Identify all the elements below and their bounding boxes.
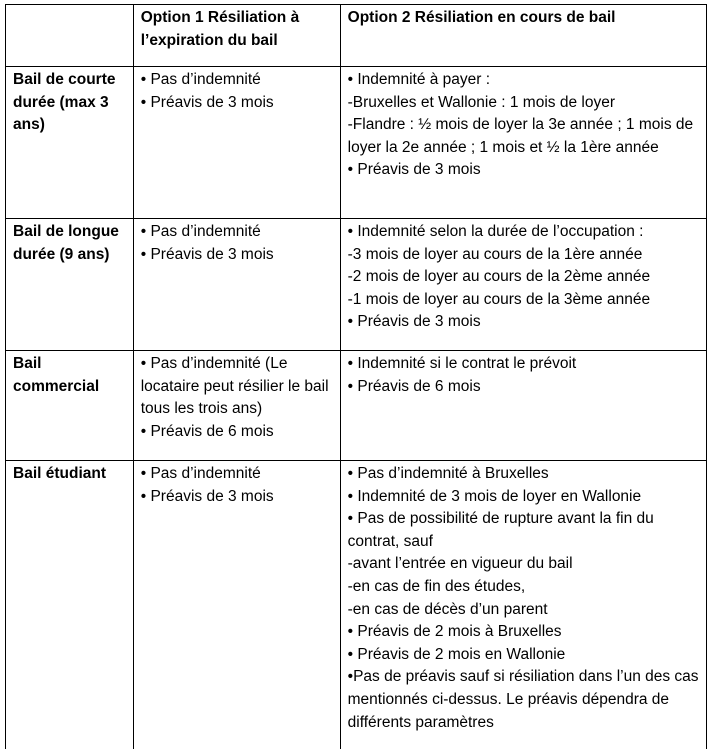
cell-line: • Indemnité de 3 mois de loyer en Wallonie (347, 487, 642, 505)
cell-line: • Préavis de 2 mois en Wallonie (347, 645, 566, 663)
option-1-cell (133, 461, 340, 749)
row-label: Bail étudiant (6, 461, 134, 749)
table-row (6, 461, 707, 749)
cell-line: • Pas d’indemnité à Bruxelles (347, 465, 549, 482)
cell-line: -1 mois de loyer au cours de la 3ème année (347, 290, 651, 308)
lease-termination-table (5, 4, 707, 749)
option-2-cell (340, 351, 706, 461)
row-label: Bail commercial (6, 351, 134, 461)
cell-line: • Indemnité selon la durée de l’occupation : (347, 223, 644, 240)
cell-line: • Préavis de 6 mois (140, 422, 274, 440)
cell-line: -3 mois de loyer au cours de la 1ère année (347, 245, 643, 263)
option-2-cell (340, 219, 706, 351)
cell-line: -Flandre : ½ mois de loyer la 3e année ; 1 mois de loyer la 2e année ; 1 mois et ½ la 1ère année (347, 116, 694, 156)
cell-line: • Préavis de 3 mois (140, 487, 274, 505)
cell-line: •Pas de préavis sauf si résiliation dans l’un des cas mentionnés ci-dessus. Le préavis dépendra de différents paramètres (347, 668, 699, 731)
cell-line: -2 mois de loyer au cours de la 2ème année (347, 268, 651, 286)
cell-line: • Pas d’indemnité (140, 71, 261, 88)
option-2-cell (340, 461, 706, 749)
option-1-cell (133, 67, 340, 219)
cell-line: • Préavis de 3 mois (140, 93, 274, 111)
cell-line: • Pas d’indemnité (140, 465, 261, 482)
header-option-1: Option 1 Résiliation à l’expiration du bail (133, 5, 340, 67)
cell-line: • Pas d’indemnité (Le locataire peut résilier le bail tous les trois ans) (140, 355, 329, 418)
header-empty-cell (6, 5, 134, 67)
row-label: Bail de courte durée (max 3 ans) (6, 67, 134, 219)
cell-line: • Indemnité si le contrat le prévoit (347, 355, 577, 372)
cell-line: • Préavis de 3 mois (347, 313, 481, 331)
cell-line: • Préavis de 3 mois (140, 245, 274, 263)
table-header-row (6, 5, 707, 67)
cell-line: -en cas de décès d’un parent (347, 600, 548, 618)
table-row (6, 219, 707, 351)
cell-line: • Pas d’indemnité (140, 223, 261, 240)
cell-line: -Bruxelles et Wallonie : 1 mois de loyer (347, 93, 615, 111)
row-label: Bail de longue durée (9 ans) (6, 219, 134, 351)
option-1-cell (133, 219, 340, 351)
cell-line: -avant l’entrée en vigueur du bail (347, 555, 573, 573)
cell-line: • Préavis de 3 mois (347, 161, 481, 179)
cell-line: -en cas de fin des études, (347, 577, 526, 595)
table-row (6, 67, 707, 219)
cell-line: • Indemnité à payer : (347, 71, 491, 88)
header-option-2: Option 2 Résiliation en cours de bail (340, 5, 706, 67)
option-2-cell (340, 67, 706, 219)
option-1-cell (133, 351, 340, 461)
cell-line: • Préavis de 6 mois (347, 377, 481, 395)
cell-line: • Préavis de 2 mois à Bruxelles (347, 623, 562, 641)
cell-line: • Pas de possibilité de rupture avant la fin du contrat, sauf (347, 510, 654, 550)
table-row (6, 351, 707, 461)
